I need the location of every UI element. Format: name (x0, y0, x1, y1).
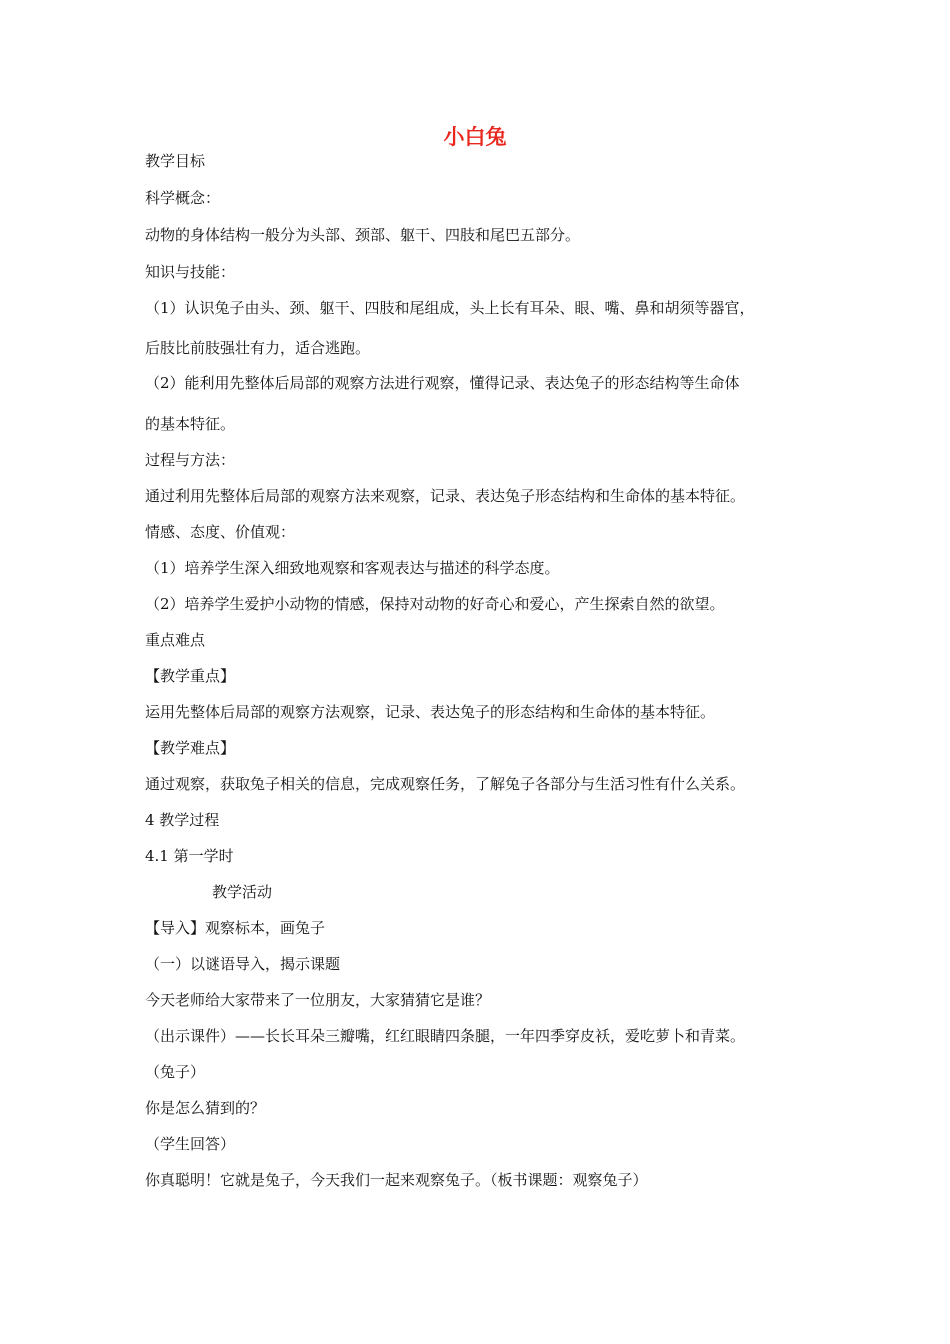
text-line: 4 教学过程 (145, 811, 220, 829)
text-line: 【导入】观察标本，画兔子 (145, 919, 326, 937)
text-line: （2）培养学生爱护小动物的情感，保持对动物的好奇心和爱心，产生探索自然的欲望。 (145, 595, 725, 613)
text-line: 通过利用先整体后局部的观察方法来观察，记录、表达兔子形态结构和生命体的基本特征。 (145, 487, 746, 505)
text-line: 后肢比前肢强壮有力，适合逃跑。 (145, 339, 371, 357)
text-line: 你真聪明！它就是兔子，今天我们一起来观察兔子。（板书课题：观察兔子） (145, 1171, 648, 1189)
text-line: （1）培养学生深入细致地观察和客观表达与描述的科学态度。 (145, 559, 560, 577)
text-line: （2）能利用先整体后局部的观察方法进行观察，懂得记录、表达兔子的形态结构等生命体 (145, 374, 740, 392)
text-line: （兔子） (145, 1063, 206, 1081)
text-line: 4.1 第一学时 (145, 847, 234, 865)
text-line: （学生回答） (145, 1135, 236, 1153)
text-line: 科学概念： (145, 189, 221, 207)
text-line: 情感、态度、价值观： (145, 523, 296, 541)
text-line: 教学目标 (145, 152, 206, 170)
document-title: 小白兔 (443, 125, 507, 149)
text-line: （一）以谜语导入，揭示课题 (145, 955, 341, 973)
text-line: 【教学重点】 (145, 667, 236, 685)
text-line: 【教学难点】 (145, 739, 236, 757)
text-line: 通过观察，获取兔子相关的信息，完成观察任务，了解兔子各部分与生活习性有什么关系。 (145, 775, 746, 793)
text-line: （1）认识兔子由头、颈、躯干、四肢和尾组成，头上长有耳朵、眼、嘴、鼻和胡须等器官， (145, 299, 755, 317)
text-line: 动物的身体结构一般分为头部、颈部、躯干、四肢和尾巴五部分。 (145, 226, 581, 244)
text-line: 知识与技能： (145, 263, 236, 281)
text-line: （出示课件）——长长耳朵三瓣嘴，红红眼睛四条腿，一年四季穿皮袄，爱吃萝卜和青菜。 (145, 1027, 746, 1045)
text-line: 你是怎么猜到的？ (145, 1099, 266, 1117)
text-line: 重点难点 (145, 631, 206, 649)
text-line: 过程与方法： (145, 451, 236, 469)
text-line: 运用先整体后局部的观察方法观察，记录、表达兔子的形态结构和生命体的基本特征。 (145, 703, 716, 721)
text-line: 教学活动 (212, 883, 273, 901)
text-line: 今天老师给大家带来了一位朋友，大家猜猜它是谁？ (145, 991, 491, 1009)
text-line: 的基本特征。 (145, 415, 236, 433)
